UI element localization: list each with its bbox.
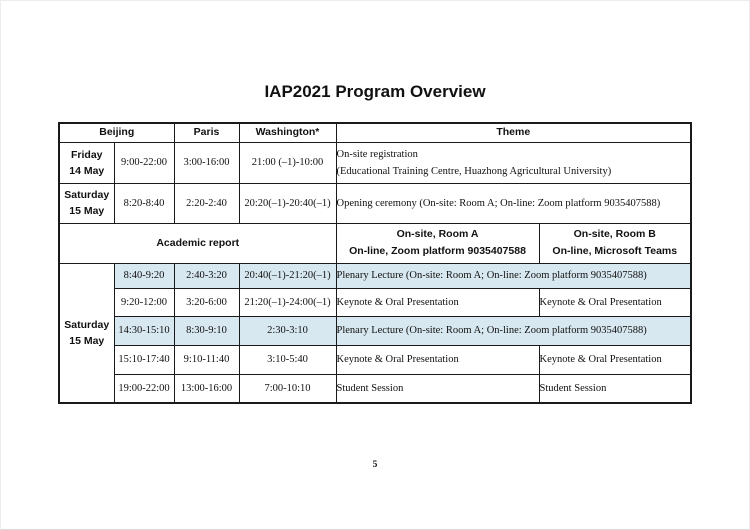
room-a-online: On-line, Zoom platform 9035407588 [349, 245, 526, 257]
cell-session4-room-a: Keynote & Oral Presentation [336, 345, 539, 374]
header-beijing: Beijing [59, 123, 174, 142]
cell-session2-paris-time: 3:20-6:00 [174, 288, 239, 316]
header-paris: Paris [174, 123, 239, 142]
cell-opening-paris-time: 2:20-2:40 [174, 183, 239, 223]
cell-session3-beijing-time: 14:30-15:10 [114, 316, 174, 345]
cell-opening-beijing-time: 8:20-8:40 [114, 183, 174, 223]
cell-registration-beijing-time: 9:00-22:00 [114, 142, 174, 183]
cell-registration-theme [336, 142, 691, 183]
cell-session2-room-a: Keynote & Oral Presentation [336, 288, 539, 316]
cell-session5-paris-time: 13:00-16:00 [174, 374, 239, 403]
row-keynote-afternoon [59, 345, 691, 374]
cell-session5-room-a: Student Session [336, 374, 539, 403]
cell-academic-report-label: Academic report [59, 223, 336, 263]
cell-room-a-header [336, 223, 539, 263]
cell-session3-washington-time: 2:30-3:10 [239, 316, 336, 345]
registration-theme-line2: (Educational Training Centre, Huazhong Agricultural University) [336, 165, 612, 177]
program-overview-table [58, 122, 692, 404]
day-name: Saturday [64, 318, 110, 331]
cell-friday-day [59, 142, 114, 183]
registration-theme-line1: On-site registration [336, 148, 418, 160]
header-theme: Theme [336, 123, 691, 142]
cell-session3-paris-time: 8:30-9:10 [174, 316, 239, 345]
row-opening-ceremony [59, 183, 691, 223]
cell-session5-beijing-time: 19:00-22:00 [114, 374, 174, 403]
day-name: Saturday [64, 189, 110, 201]
cell-session1-paris-time: 2:40-3:20 [174, 263, 239, 288]
room-a-onsite: On-site, Room A [396, 228, 479, 240]
cell-session5-washington-time: 7:00-10:10 [239, 374, 336, 403]
day-name: Friday [70, 148, 103, 161]
cell-session5-room-b: Student Session [539, 374, 691, 403]
cell-session1-washington-time: 20:40(–1)-21:20(–1) [239, 263, 336, 288]
cell-session4-paris-time: 9:10-11:40 [174, 345, 239, 374]
cell-registration-washington-time: 21:00 (–1)-10:00 [239, 142, 336, 183]
cell-opening-washington-time: 20:20(–1)-20:40(–1) [239, 183, 336, 223]
row-plenary-morning [59, 263, 691, 288]
cell-room-b-header [539, 223, 691, 263]
cell-opening-theme: Opening ceremony (On-site: Room A; On-line: Zoom platform 9035407588) [336, 183, 691, 223]
cell-session2-washington-time: 21:20(–1)-24:00(–1) [239, 288, 336, 316]
day-date: 14 May [69, 164, 105, 177]
row-keynote-morning [59, 288, 691, 316]
page-title: IAP2021 Program Overview [264, 82, 486, 101]
cell-session3-theme: Plenary Lecture (On-site: Room A; On-line: Zoom platform 9035407588) [336, 316, 691, 345]
cell-session4-room-b: Keynote & Oral Presentation [539, 345, 691, 374]
room-b-online: On-line, Microsoft Teams [552, 245, 678, 257]
row-plenary-afternoon [59, 316, 691, 345]
room-b-onsite: On-site, Room B [573, 228, 656, 240]
row-registration [59, 142, 691, 183]
cell-session4-washington-time: 3:10-5:40 [239, 345, 336, 374]
cell-session2-beijing-time: 9:20-12:00 [114, 288, 174, 316]
cell-session2-room-b: Keynote & Oral Presentation [539, 288, 691, 316]
cell-session1-theme: Plenary Lecture (On-site: Room A; On-line: Zoom platform 9035407588) [336, 263, 691, 288]
row-academic-report-header [59, 223, 691, 263]
header-washington: Washington* [239, 123, 336, 142]
cell-session1-beijing-time: 8:40-9:20 [114, 263, 174, 288]
day-date: 15 May [69, 334, 105, 347]
page-number: 5 [372, 460, 378, 470]
cell-session4-beijing-time: 15:10-17:40 [114, 345, 174, 374]
day-date: 15 May [69, 205, 105, 217]
cell-saturday-opening-day [59, 183, 114, 223]
table-header-row [59, 123, 691, 142]
cell-saturday-sessions-day [59, 263, 114, 403]
cell-registration-paris-time: 3:00-16:00 [174, 142, 239, 183]
row-student-session [59, 374, 691, 403]
